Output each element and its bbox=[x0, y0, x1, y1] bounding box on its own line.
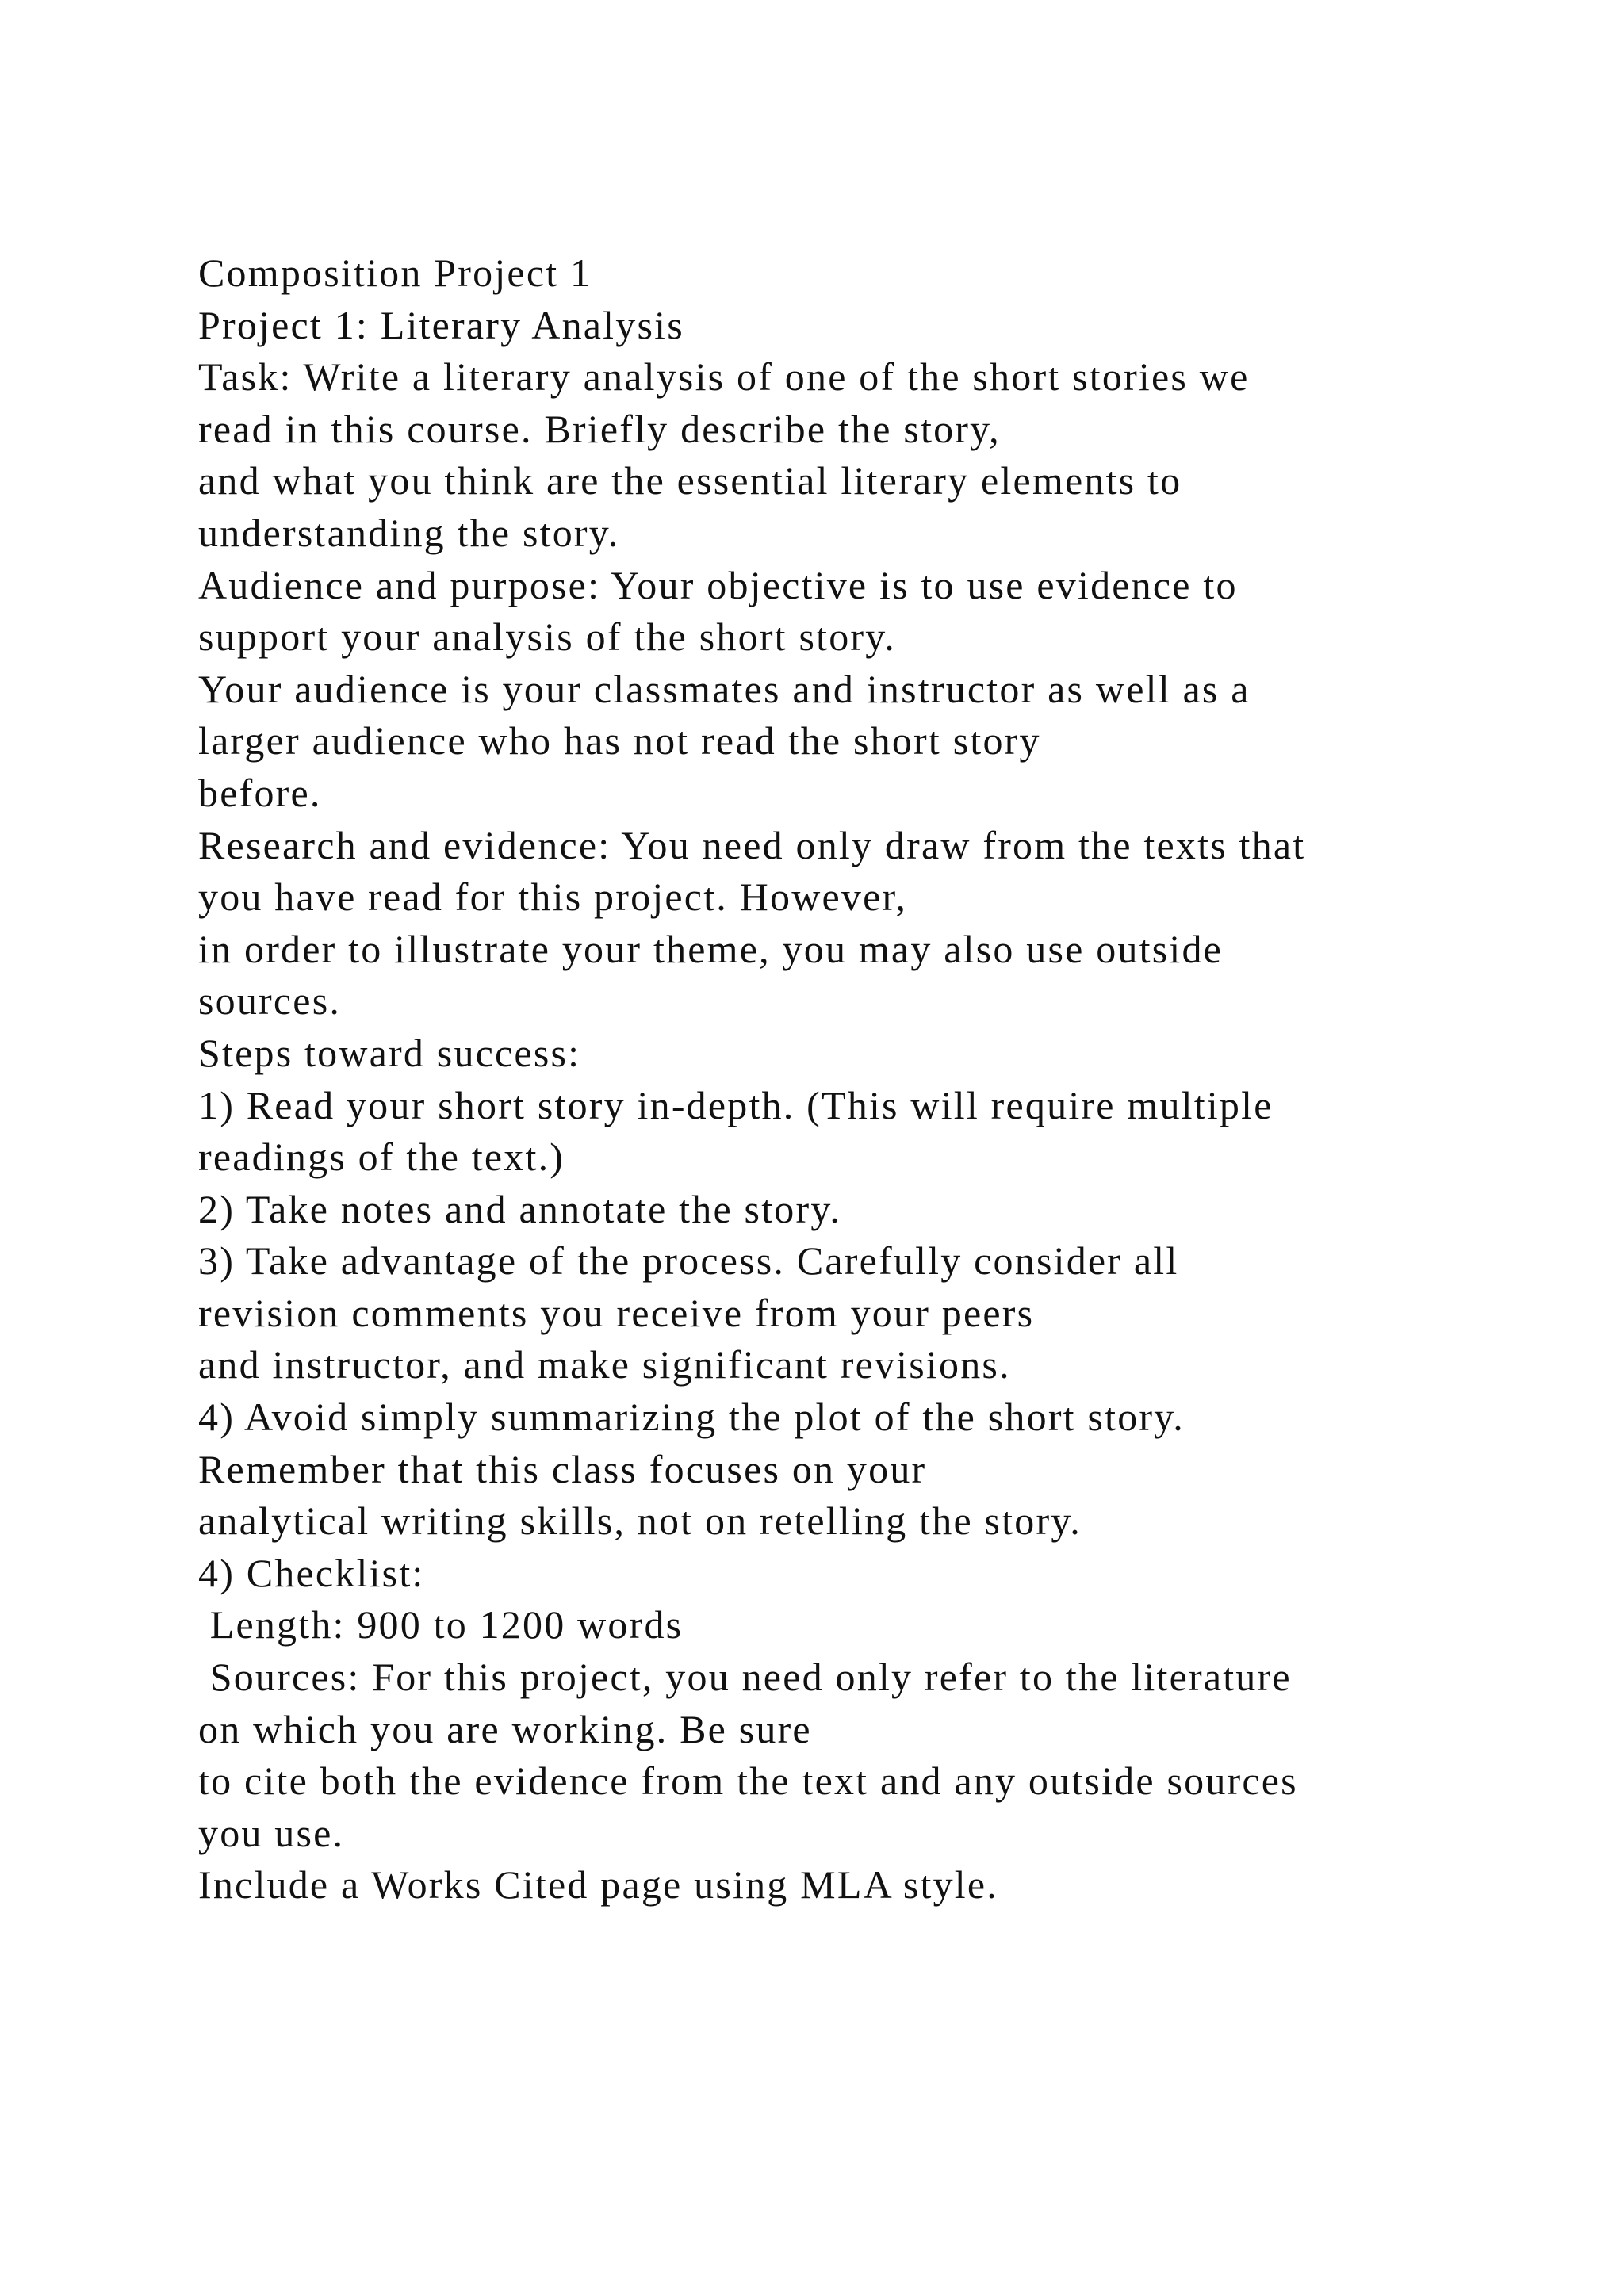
text-line: Audience and purpose: Your objective is to use evidence to bbox=[198, 562, 1238, 607]
step-line: Remember that this class focuses on your bbox=[198, 1446, 927, 1491]
checklist-item: Sources: For this project, you need only refer to the literature bbox=[198, 1655, 1292, 1700]
text-line: read in this course. Briefly describe the story, bbox=[198, 406, 1001, 451]
text-line: and what you think are the essential literary elements to bbox=[198, 458, 1182, 503]
text-line: on which you are working. Be sure bbox=[198, 1706, 812, 1751]
text-line: understanding the story. bbox=[198, 510, 620, 555]
project-heading: Project 1: Literary Analysis bbox=[198, 302, 684, 347]
text-line: you use. bbox=[198, 1810, 345, 1855]
step-line: 2) Take notes and annotate the story. bbox=[198, 1186, 842, 1231]
checklist-item: Length: 900 to 1200 words bbox=[198, 1602, 684, 1647]
document-title: Composition Project 1 bbox=[198, 251, 592, 295]
step-line: 4) Avoid simply summarizing the plot of the short story. bbox=[198, 1395, 1185, 1440]
text-line: sources. bbox=[198, 978, 342, 1024]
step-line: analytical writing skills, not on retelling the story. bbox=[198, 1498, 1082, 1544]
step-line: 3) Take advantage of the process. Carefully consider all bbox=[198, 1238, 1179, 1284]
text-line: to cite both the evidence from the text and any outside sources bbox=[198, 1758, 1298, 1804]
text-line: in order to illustrate your theme, you may also use outside bbox=[198, 926, 1224, 971]
text-line: before. bbox=[198, 770, 322, 815]
step-line: readings of the text.) bbox=[198, 1135, 565, 1180]
step-line: revision comments you receive from your peers bbox=[198, 1290, 1035, 1335]
step-line: and instructor, and make significant revisions. bbox=[198, 1342, 1011, 1387]
checklist-heading: 4) Checklist: bbox=[198, 1550, 425, 1595]
text-line: you have read for this project. However, bbox=[198, 874, 908, 920]
text-line: Task: Write a literary analysis of one of the short stories we bbox=[198, 354, 1250, 400]
text-line: Your audience is your classmates and instructor as well as a bbox=[198, 666, 1251, 711]
steps-heading: Steps toward success: bbox=[198, 1030, 581, 1075]
document-body bbox=[198, 247, 1546, 1911]
text-line: Include a Works Cited page using MLA style. bbox=[198, 1862, 998, 1908]
text-line: support your analysis of the short story. bbox=[198, 614, 896, 660]
step-line: 1) Read your short story in-depth. (This will require multiple bbox=[198, 1082, 1274, 1127]
text-line: Research and evidence: You need only draw from the texts that bbox=[198, 822, 1306, 867]
text-line: larger audience who has not read the short story bbox=[198, 718, 1041, 763]
